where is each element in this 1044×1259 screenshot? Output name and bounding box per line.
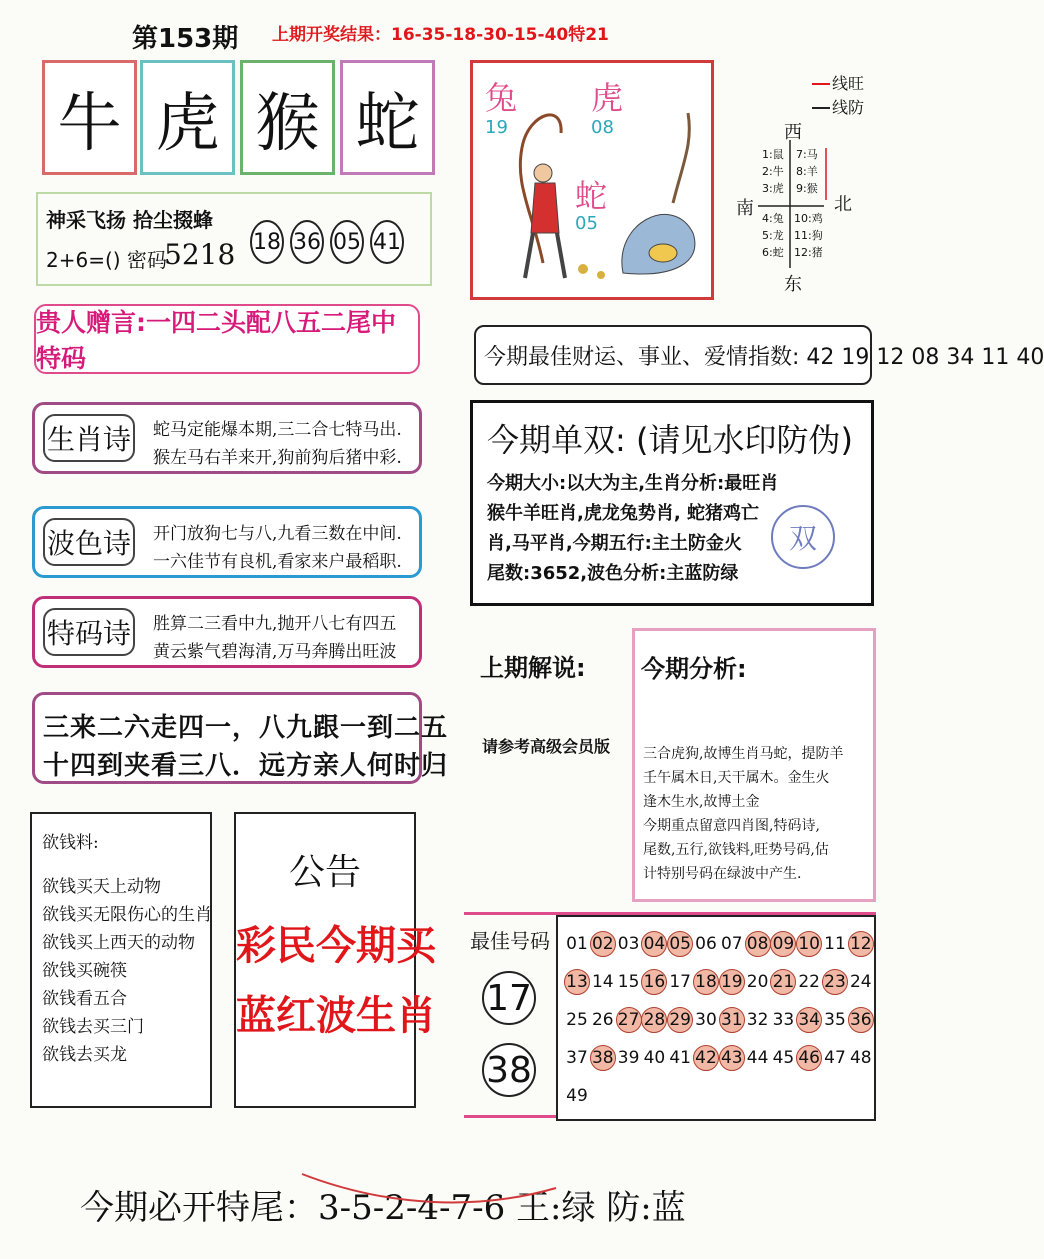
- motto-ball: 36: [290, 220, 324, 264]
- tile-zodiac: 兔: [485, 79, 518, 117]
- compass-north: 北: [834, 194, 852, 215]
- black-line-icon: [812, 107, 830, 109]
- analysis-line: 逢木生水,故博土金: [643, 794, 760, 810]
- money-item: 欲钱买碗筷: [42, 961, 127, 981]
- number-cell: 21: [770, 969, 796, 995]
- money-item: 欲钱去买三门: [42, 1017, 144, 1037]
- poem-line: 猴左马右羊来开,狗前狗后猪中彩.: [153, 448, 402, 468]
- poem-label: 波色诗: [43, 518, 135, 566]
- best-big-ball: 38: [482, 1043, 536, 1097]
- number-cell: 20: [746, 972, 769, 992]
- notice-box: [234, 812, 436, 1108]
- money-item: 欲钱买天上动物: [42, 877, 161, 897]
- number-cell: 16: [641, 969, 667, 995]
- poem-wave: [32, 506, 422, 578]
- compass-entry: 1:鼠: [762, 148, 784, 161]
- analysis-line: 尾数,五行,欲钱料,旺势号码,估: [643, 842, 829, 858]
- best-big-ball: 17: [482, 971, 536, 1025]
- number-cell: 05: [667, 931, 693, 957]
- legend-item: [812, 96, 864, 120]
- number-cell: 04: [641, 931, 667, 957]
- compass-cell: [762, 146, 784, 197]
- compass-entry: 9:猴: [796, 182, 818, 195]
- number-cell: 32: [746, 1010, 769, 1030]
- number-cell: 43: [719, 1045, 745, 1071]
- number-cell: 23: [822, 969, 848, 995]
- analysis-title: 今期分析:: [641, 655, 747, 683]
- number-cell: 25: [566, 1010, 588, 1030]
- number-cell: 08: [745, 931, 771, 957]
- last-explain-ref: 请参考高级会员版: [482, 737, 611, 756]
- compass-entry: 6:蛇: [762, 246, 784, 259]
- number-cell: 10: [796, 931, 822, 957]
- notice-line: 蓝红波生肖: [236, 992, 436, 1039]
- number-cell: 28: [641, 1007, 667, 1033]
- compass-entry: 11:狗: [794, 229, 823, 242]
- money-item: 欲钱去买龙: [42, 1045, 127, 1065]
- number-cell: 03: [617, 934, 640, 954]
- legend-label: 线防: [832, 98, 865, 117]
- number-cell: 34: [796, 1007, 822, 1033]
- vip-tip: 贵人赠言:一四二头配八五二尾中特码: [34, 304, 420, 374]
- motto-ball: 18: [250, 220, 284, 264]
- compass-entry: 10:鸡: [794, 212, 823, 225]
- single-double-line: 肖,马平肖,今期五行:主土防金火: [487, 533, 742, 554]
- zodiac-picture: [470, 60, 714, 300]
- compass-entry: 8:羊: [796, 165, 818, 178]
- tile-zodiac: 蛇: [575, 177, 608, 215]
- number-cell: 18: [693, 969, 719, 995]
- number-cell: 39: [617, 1048, 640, 1068]
- poem-special: [32, 596, 422, 668]
- number-cell: 09: [770, 931, 796, 957]
- poem-label: 特码诗: [43, 608, 135, 656]
- zodiac-card-1: 牛: [42, 60, 137, 175]
- motto-box: [36, 192, 432, 286]
- compass-cell: [794, 210, 823, 261]
- single-double-line: 今期大小:以大为主,生肖分析:最旺肖: [487, 473, 779, 494]
- number-cell: 35: [824, 1010, 846, 1030]
- poem-line: 黄云紫气碧海清,万马奔腾出旺波: [153, 642, 397, 662]
- motto-line-2: 2+6=() 密码: [46, 248, 167, 272]
- notice-line: 彩民今期买: [236, 922, 436, 969]
- poem-line: 开门放狗七与八,九看三数在中间.: [153, 524, 402, 544]
- single-double-title: 今期单双: (请见水印防伪): [487, 421, 853, 459]
- money-item: 欲钱看五合: [42, 989, 127, 1009]
- poem-line: 胜算二三看中九,抛开八七有四五: [153, 614, 397, 634]
- single-double-line: 猴牛羊旺肖,虎龙兔势肖, 蛇猪鸡亡: [487, 503, 759, 524]
- number-cell: 27: [616, 1007, 642, 1033]
- number-cell: 46: [796, 1045, 822, 1071]
- verse-line: 三来二六走四一，八九跟一到二五: [43, 713, 449, 743]
- poem-line: 一六佳节有良机,看家来户最稻职.: [153, 552, 402, 572]
- money-title: 欲钱料:: [42, 833, 99, 853]
- number-cell: 22: [798, 972, 820, 992]
- number-cell: 01: [566, 934, 588, 954]
- line-legend: [812, 72, 864, 120]
- single-double-box: [470, 400, 874, 606]
- compass-south: 南: [736, 198, 754, 219]
- motto-ball: 41: [370, 220, 404, 264]
- watermark-stamp: 双: [771, 505, 835, 569]
- analysis-line: 壬午属木日,天干属木。金生火: [643, 770, 830, 786]
- last-result: 上期开奖结果：16-35-18-30-15-40特21: [272, 25, 609, 45]
- red-line-icon: [812, 83, 830, 85]
- number-cell: 38: [590, 1045, 616, 1071]
- fortune-index: 今期最佳财运、事业、爱情指数: 42 19 12 08 34 11 40: [474, 325, 872, 385]
- poem-label: 生肖诗: [43, 414, 135, 462]
- tile-number: 05: [575, 213, 598, 234]
- legend-item: [812, 72, 864, 96]
- number-cell: 13: [564, 969, 590, 995]
- best-numbers: [464, 912, 876, 1118]
- number-cell: 14: [591, 972, 614, 992]
- number-cell: 36: [848, 1007, 874, 1033]
- number-cell: 02: [590, 931, 616, 957]
- number-cell: 06: [695, 934, 717, 954]
- legend-label: 线旺: [832, 74, 865, 93]
- poem-zodiac: [32, 402, 422, 474]
- money-riddles: [30, 812, 212, 1108]
- compass-chart: [734, 118, 854, 298]
- number-cell: 49: [566, 1086, 588, 1106]
- number-cell: 15: [617, 972, 640, 992]
- number-cell: 41: [669, 1048, 691, 1068]
- analysis-line: 计特别号码在绿波中产生.: [643, 866, 802, 882]
- issue-number: 第153期: [132, 24, 239, 54]
- compass-entry: 7:马: [796, 148, 818, 161]
- motto-ball: 05: [330, 220, 364, 264]
- money-item: 欲钱买上西天的动物: [42, 933, 195, 953]
- compass-east: 东: [784, 274, 802, 295]
- motto-code: 5218: [164, 238, 236, 271]
- compass-entry: 12:猪: [794, 246, 823, 259]
- number-cell: 33: [772, 1010, 795, 1030]
- last-explain-title: 上期解说:: [480, 654, 586, 682]
- number-cell: 17: [669, 972, 691, 992]
- analysis-line: 今期重点留意四肖图,特码诗,: [643, 818, 820, 834]
- number-cell: 30: [695, 1010, 717, 1030]
- number-cell: 07: [720, 934, 743, 954]
- compass-entry: 5:龙: [762, 229, 784, 242]
- compass-entry: 2:牛: [762, 165, 784, 178]
- compass-entry: 4:兔: [762, 212, 784, 225]
- number-cell: 26: [591, 1010, 614, 1030]
- tile-zodiac: 虎: [591, 79, 624, 117]
- compass-west: 西: [784, 122, 802, 143]
- number-cell: 45: [772, 1048, 795, 1068]
- number-cell: 11: [824, 934, 846, 954]
- poem-line: 蛇马定能爆本期,三二合七特马出.: [153, 420, 402, 440]
- analysis-line: 三合虎狗,故博生肖马蛇，提防羊: [643, 746, 844, 762]
- compass-entry: 3:虎: [762, 182, 784, 195]
- number-cell: 48: [849, 1048, 872, 1068]
- number-cell: 42: [693, 1045, 719, 1071]
- verse-line: 十四到夹看三八．远方亲人何时归: [43, 751, 449, 781]
- number-cell: 12: [848, 931, 874, 957]
- tile-number: 08: [591, 117, 614, 138]
- verse-box: [32, 692, 449, 784]
- number-cell: 47: [824, 1048, 846, 1068]
- number-cell: 24: [849, 972, 872, 992]
- zodiac-card-4: 蛇: [340, 60, 435, 175]
- analysis-box: [632, 628, 876, 902]
- money-item: 欲钱买无限伤心的生肖: [42, 905, 212, 925]
- number-cell: 37: [566, 1048, 588, 1068]
- number-cell: 44: [746, 1048, 769, 1068]
- single-double-line: 尾数:3652,波色分析:主蓝防绿: [487, 563, 739, 584]
- zodiac-card-2: 虎: [140, 60, 235, 175]
- number-grid: [556, 915, 876, 1121]
- notice-title: 公告: [288, 852, 361, 893]
- compass-cell: [762, 210, 784, 261]
- motto-line-1: 神采飞扬 拾尘掇蜂: [46, 208, 213, 232]
- compass-cell: [796, 146, 818, 197]
- number-cell: 19: [719, 969, 745, 995]
- number-cell: 29: [667, 1007, 693, 1033]
- bottom-tail: 今期必开特尾：3-5-2-4-7-6 王:绿 防:蓝: [80, 1188, 686, 1228]
- zodiac-card-3: 猴: [240, 60, 335, 175]
- best-numbers-label: 最佳号码: [470, 929, 550, 953]
- tile-number: 19: [485, 117, 508, 138]
- red-swoosh: [300, 1168, 560, 1208]
- number-cell: 40: [643, 1048, 666, 1068]
- number-cell: 31: [719, 1007, 745, 1033]
